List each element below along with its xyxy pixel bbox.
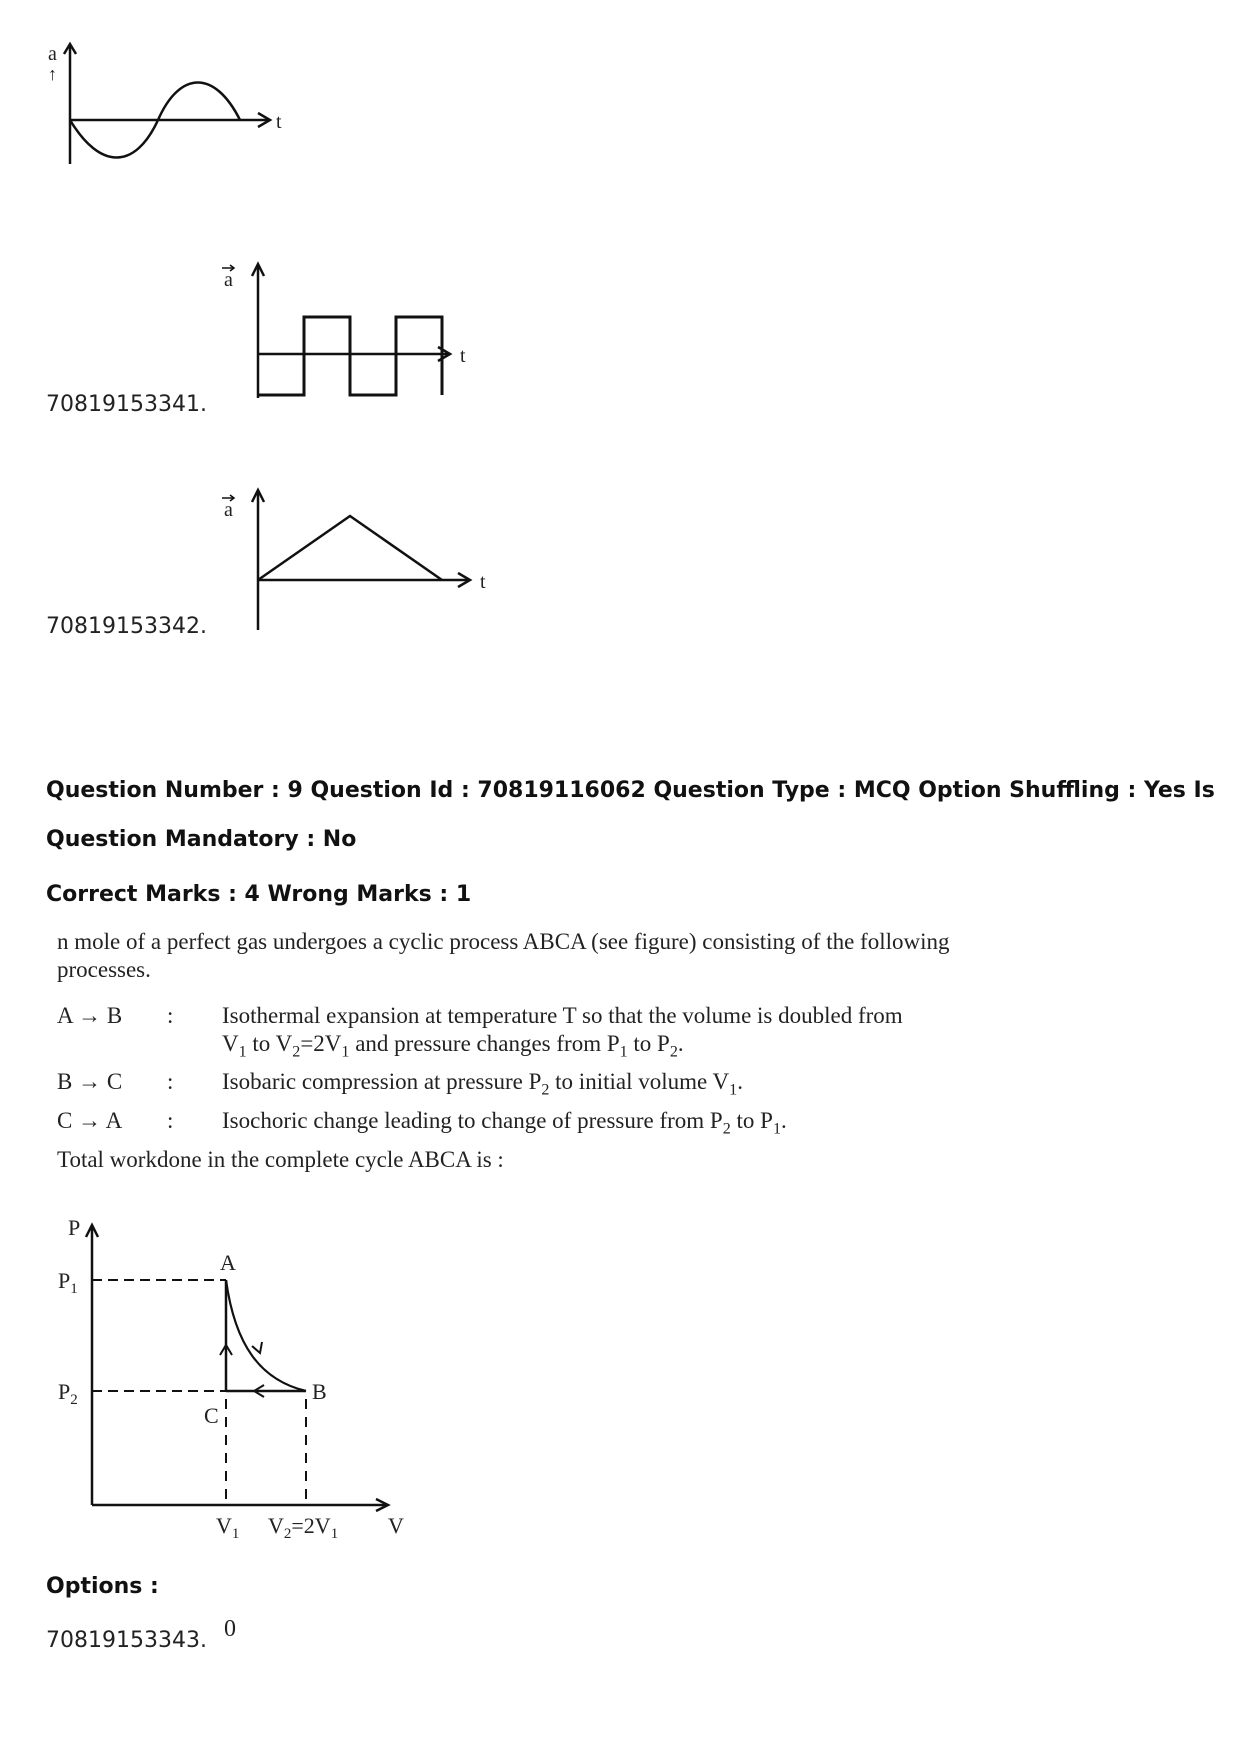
subscript: 2 [292, 1043, 301, 1061]
pv-diagram [50, 1215, 420, 1555]
triangle-acceleration-graph [216, 480, 506, 640]
p1-label: $P_1$ [58, 1268, 78, 1297]
subscript: 1 [772, 1120, 781, 1138]
text-segment: . [781, 1108, 787, 1133]
process-label: A → B [57, 1003, 123, 1028]
y-axis-label: a [48, 43, 57, 65]
subscript: 2 [669, 1043, 678, 1061]
x-axis-label: t [276, 111, 282, 133]
process-colon: : [167, 1069, 174, 1094]
point-b-label: B [312, 1379, 327, 1404]
y-axis-label: a [224, 269, 233, 291]
isothermal-curve-ab [226, 1280, 306, 1391]
text-segment: to P [627, 1030, 670, 1056]
v1-label: $V_1$ [216, 1513, 240, 1542]
subscript: 1 [238, 1043, 247, 1061]
point-a-label: A [220, 1250, 236, 1275]
process-description [222, 1002, 903, 1062]
y-axis-arrow-glyph: ↑ [48, 64, 57, 84]
question-intro-line: processes. [57, 956, 151, 982]
question-meta-line: Question Number : 9 Question Id : 70819116062 Question Type : MCQ Option Shuffling : Yes Is [46, 778, 1215, 803]
sine-acceleration-graph [40, 40, 320, 180]
options-header: Options : [46, 1574, 159, 1599]
v-axis-label: V [388, 1513, 404, 1538]
text-segment: Isobaric compression at pressure P [222, 1069, 542, 1094]
process-line: Isothermal expansion at temperature T so that the volume is doubled from [222, 1003, 903, 1028]
subscript: 1 [341, 1043, 350, 1061]
v2-label: $V_2=2V_1$ [268, 1513, 339, 1542]
question-prompt: Total workdone in the complete cycle ABCA is : [57, 1147, 504, 1172]
option-id: 70819153343. [46, 1628, 207, 1653]
text-segment: =2V [300, 1030, 342, 1056]
subscript: 2 [541, 1081, 550, 1099]
process-description [222, 1068, 743, 1100]
subscript: 2 [722, 1120, 731, 1138]
question-intro-line: n mole of a perfect gas undergoes a cyclic process ABCA (see figure) consisting of the following [57, 929, 950, 954]
text-segment: Isochoric change leading to change of pressure from P [222, 1108, 723, 1133]
text-segment: and pressure changes from P [349, 1030, 620, 1056]
text-segment: to initial volume V [549, 1069, 730, 1094]
ab-direction-arrow [252, 1342, 262, 1353]
text-segment: . [677, 1030, 684, 1056]
p-axis-label: P [68, 1215, 81, 1240]
process-colon: : [167, 1108, 174, 1133]
text-segment: to V [246, 1030, 293, 1056]
x-axis-label: t [480, 571, 486, 593]
text-segment: . [737, 1069, 743, 1094]
point-c-label: C [204, 1403, 219, 1428]
y-axis-label: a [224, 499, 233, 521]
square-wave [258, 317, 442, 395]
question-marks: Correct Marks : 4 Wrong Marks : 1 [46, 882, 472, 907]
subscript: 1 [619, 1043, 628, 1061]
text-segment: V [222, 1030, 239, 1056]
option-id: 70819153342. [46, 614, 207, 639]
process-colon: : [167, 1003, 174, 1028]
process-description [222, 1107, 787, 1139]
question-mandatory: Question Mandatory : No [46, 827, 357, 852]
process-label: B → C [57, 1069, 123, 1094]
process-label: C → A [57, 1108, 123, 1133]
question-text [57, 928, 957, 983]
subscript: 1 [729, 1081, 738, 1099]
option-value: 0 [224, 1616, 236, 1642]
option-id: 70819153341. [46, 392, 207, 417]
text-segment: to P [730, 1108, 773, 1133]
square-wave-acceleration-graph [216, 258, 486, 408]
triangle-curve [258, 516, 442, 580]
x-axis-label: t [460, 345, 466, 367]
process-line [222, 1030, 903, 1062]
p2-label: $P_2$ [58, 1379, 78, 1408]
